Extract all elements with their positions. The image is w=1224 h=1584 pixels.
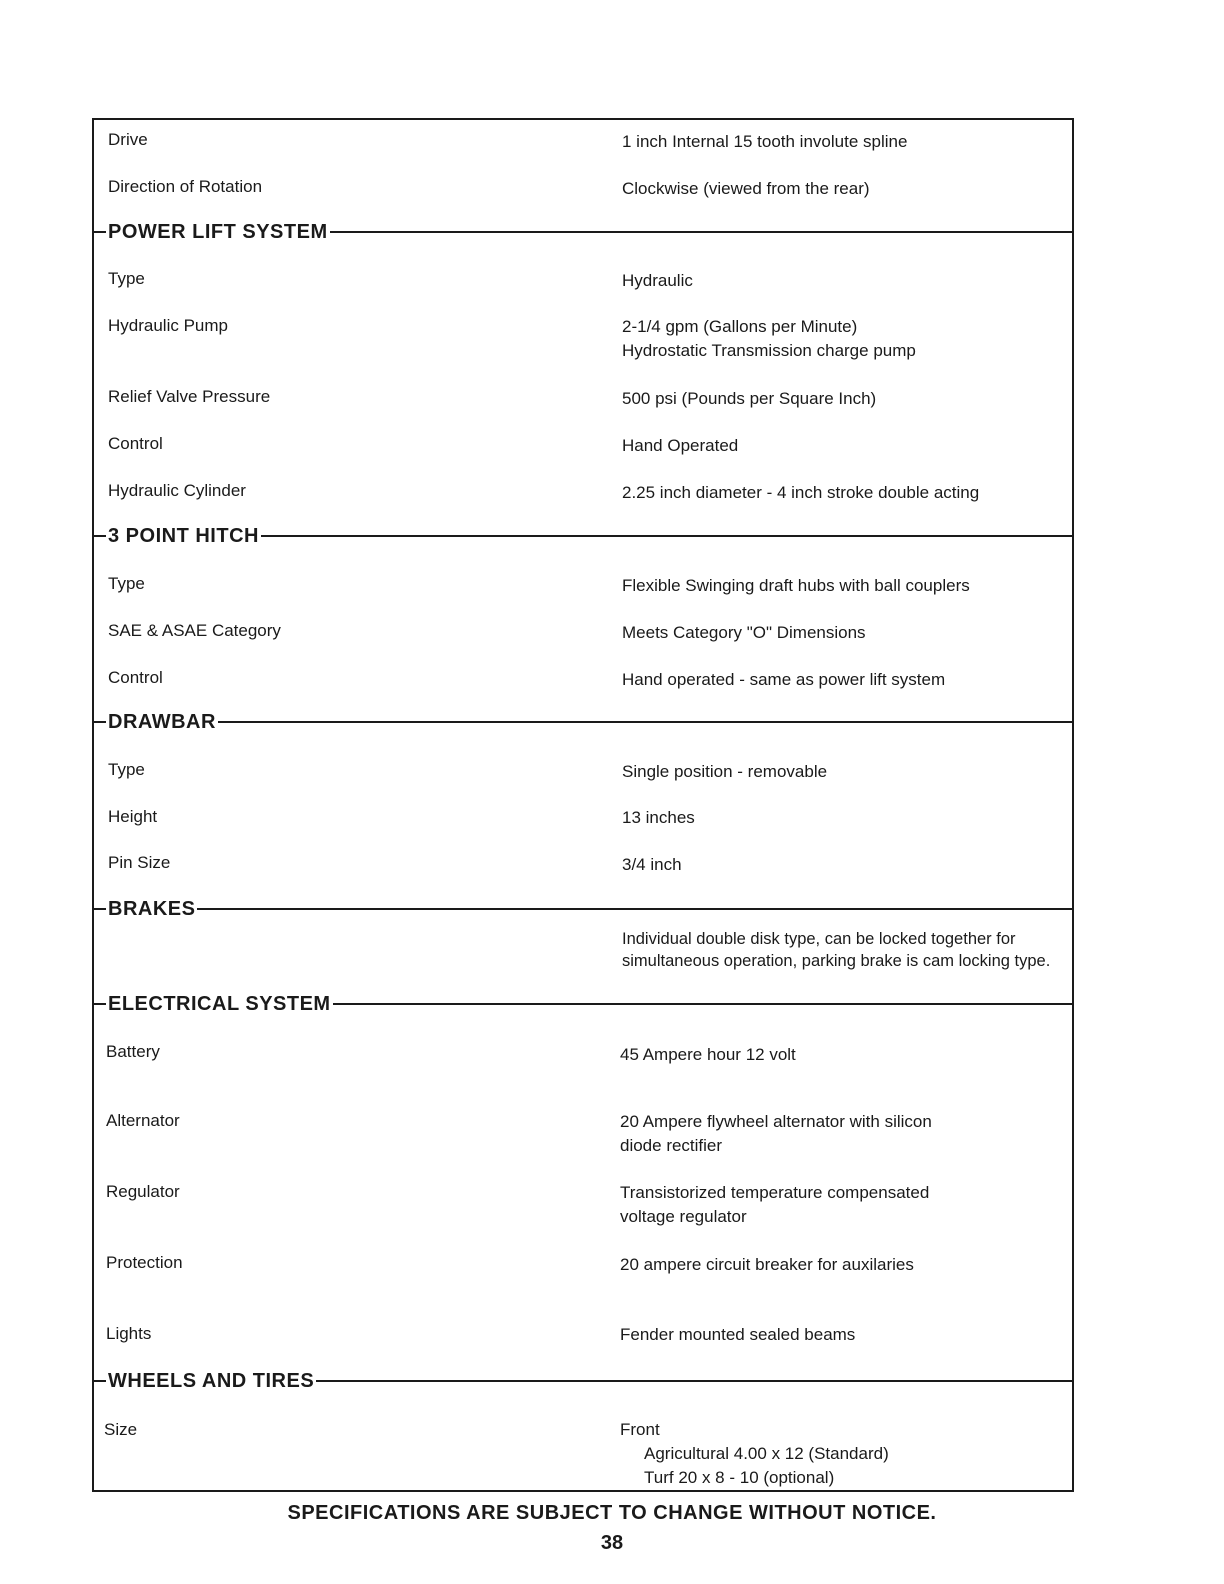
hitch-control-value: Hand operated - same as power lift system xyxy=(622,670,946,689)
drive-label: Drive xyxy=(108,130,148,149)
brakes-value xyxy=(622,928,1050,972)
drawbar-height-value: 13 inches xyxy=(622,808,695,827)
alternator-label: Alternator xyxy=(106,1111,180,1130)
power-lift-control-value: Hand Operated xyxy=(622,436,739,455)
hitch-type-label: Type xyxy=(108,574,145,593)
power-lift-type-label: Type xyxy=(108,269,145,288)
regulator-value xyxy=(620,1181,929,1229)
hydraulic-pump-line2: Hydrostatic Transmission charge pump xyxy=(622,341,916,360)
battery-label: Battery xyxy=(106,1042,160,1061)
hydraulic-cylinder-label: Hydraulic Cylinder xyxy=(108,481,246,500)
hydraulic-pump-line1: 2-1/4 gpm (Gallons per Minute) xyxy=(622,317,858,336)
section-title: WHEELS AND TIRES xyxy=(108,1369,315,1392)
regulator-label: Regulator xyxy=(106,1182,180,1201)
rotation-label: Direction of Rotation xyxy=(108,177,263,196)
relief-valve-label: Relief Valve Pressure xyxy=(108,387,271,406)
sae-category-label: SAE & ASAE Category xyxy=(108,621,281,640)
lights-value: Fender mounted sealed beams xyxy=(620,1325,856,1344)
size-value xyxy=(620,1418,889,1490)
section-title: BRAKES xyxy=(108,897,196,920)
section-title: DRAWBAR xyxy=(108,710,216,733)
page-number: 38 xyxy=(600,1532,624,1554)
pin-size-value: 3/4 inch xyxy=(622,855,682,874)
size-turf: Turf 20 x 8 - 10 (optional) xyxy=(644,1468,835,1487)
brakes-line2: simultaneous operation, parking brake is cam locking type. xyxy=(622,952,1051,970)
section-title: POWER LIFT SYSTEM xyxy=(108,220,328,243)
drawbar-height-label: Height xyxy=(108,807,158,826)
hitch-type-value: Flexible Swinging draft hubs with ball couplers xyxy=(622,576,970,595)
change-notice: SPECIFICATIONS ARE SUBJECT TO CHANGE WITHOUT NOTICE. xyxy=(287,1502,937,1524)
alternator-value xyxy=(620,1110,932,1158)
section-title: 3 POINT HITCH xyxy=(108,524,259,547)
section-title: ELECTRICAL SYSTEM xyxy=(108,992,331,1015)
regulator-line1: Transistorized temperature compensated xyxy=(620,1183,930,1202)
regulator-line2: voltage regulator xyxy=(620,1207,747,1226)
rotation-value: Clockwise (viewed from the rear) xyxy=(622,179,870,198)
section-electrical xyxy=(92,991,1074,1017)
protection-label: Protection xyxy=(106,1253,183,1272)
alternator-line2: diode rectifier xyxy=(620,1136,723,1155)
hitch-control-label: Control xyxy=(108,668,163,687)
size-agricultural: Agricultural 4.00 x 12 (Standard) xyxy=(644,1444,889,1463)
power-lift-type-value: Hydraulic xyxy=(622,271,693,290)
section-brakes xyxy=(92,896,1074,922)
section-power-lift xyxy=(92,219,1074,245)
lights-label: Lights xyxy=(106,1324,152,1343)
size-front: Front xyxy=(620,1420,660,1439)
pin-size-label: Pin Size xyxy=(108,853,171,872)
power-lift-control-label: Control xyxy=(108,434,163,453)
hydraulic-pump-label: Hydraulic Pump xyxy=(108,316,228,335)
drive-value: 1 inch Internal 15 tooth involute spline xyxy=(622,132,908,151)
spec-table-frame xyxy=(92,118,1074,1492)
section-drawbar xyxy=(92,709,1074,735)
alternator-line1: 20 Ampere flywheel alternator with silicon xyxy=(620,1112,932,1131)
size-label: Size xyxy=(104,1420,138,1439)
brakes-line1: Individual double disk type, can be locked together for xyxy=(622,930,1016,948)
hydraulic-pump-value xyxy=(622,315,916,363)
relief-valve-value: 500 psi (Pounds per Square Inch) xyxy=(622,389,877,408)
section-hitch xyxy=(92,523,1074,549)
drawbar-type-label: Type xyxy=(108,760,145,779)
battery-value: 45 Ampere hour 12 volt xyxy=(620,1045,796,1064)
drawbar-type-value: Single position - removable xyxy=(622,762,828,781)
protection-value: 20 ampere circuit breaker for auxilaries xyxy=(620,1255,914,1274)
hydraulic-cylinder-value: 2.25 inch diameter - 4 inch stroke double acting xyxy=(622,483,980,502)
section-wheels xyxy=(92,1368,1074,1394)
sae-category-value: Meets Category "O" Dimensions xyxy=(622,623,866,642)
